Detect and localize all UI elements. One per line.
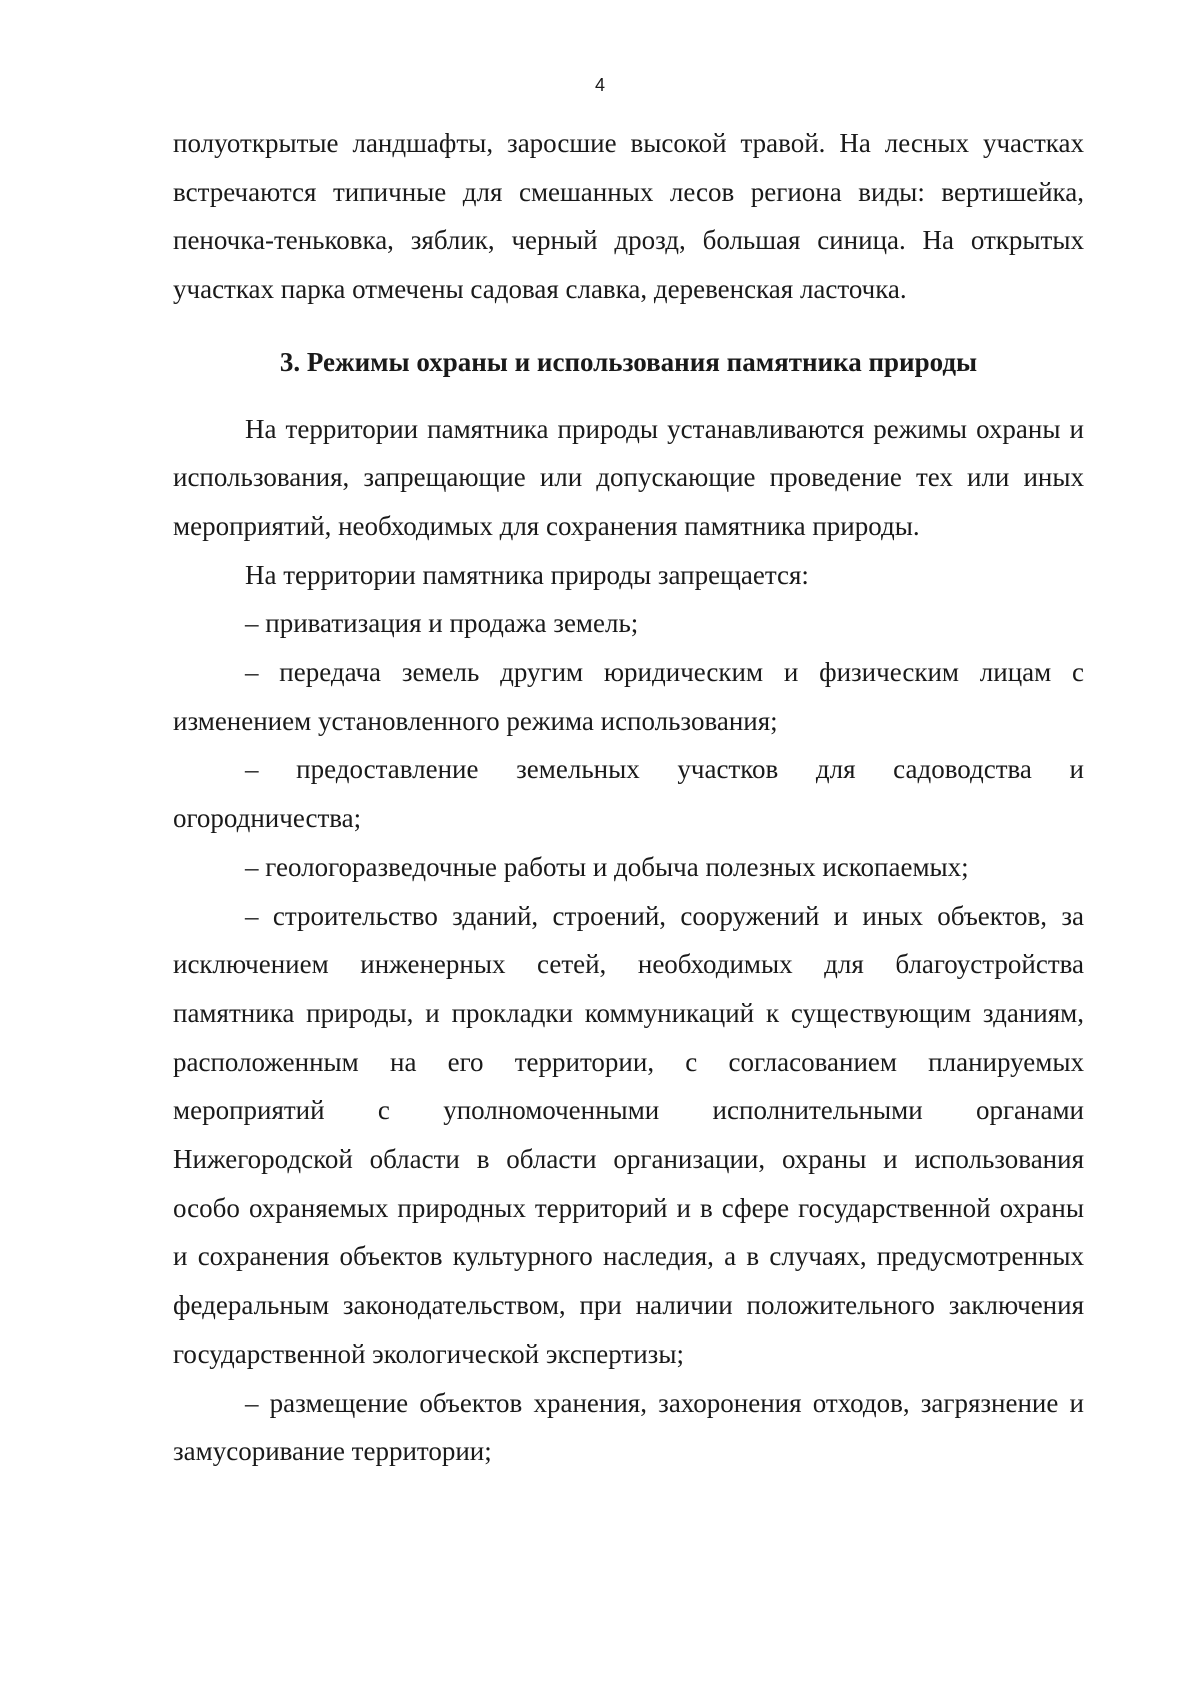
list-item-land-transfer: – передача земель другим юридическим и физическим лицам с изменением установленного режима использования; [173, 657, 1084, 736]
paragraph-prohibited-intro: На территории памятника природы запрещается: [245, 559, 809, 590]
list-item-gardening: – предоставление земельных участков для садоводства и огородничества; [173, 754, 1084, 834]
paragraph-regimes-intro: На территории памятника природы устанавливаются режимы охраны и использования, запрещающие или допускающие проведение тех или иных мероприятий, необходимых для сохранения памятника природы. [173, 413, 1084, 541]
list-item-geology: – геологоразведочные работы и добыча полезных ископаемых; [245, 851, 969, 882]
page-number: 4 [594, 75, 605, 95]
list-item-privatization: – приватизация и продажа земель; [245, 608, 639, 639]
list-item-construction: – строительство зданий, строений, сооружений и иных объектов, за исключением инженерных сетей, необходимых для благоустройства памятника природы, и прокладки коммуникаций к существующим зданиям, расположенным на его территории, с согласованием планируемых мероприятий с уполномоченными исполнительными органами Нижегородской области в области организации, охраны и использования особо охраняемых природных территорий и в сфере государственной охраны и сохранения объектов культурного наследия, а в случаях, предусмотренных федеральным законодательством, при наличии положительного заключения государственной экологической экспертизы; [173, 900, 1084, 1369]
document-body [173, 119, 1084, 1476]
paragraph-birds: полуоткрытые ландшафты, заросшие высокой травой. На лесных участках встречаются типичные для смешанных лесов региона виды: вертишейка, пеночка-теньковка, зяблик, черный дрозд, большая синица. На открытых участках парка отмечены садовая славка, деревенская ласточка. [173, 128, 1084, 305]
section-heading: 3. Режимы охраны и использования памятника природы [279, 346, 978, 377]
list-item-waste: – размещение объектов хранения, захоронения отходов, загрязнение и замусоривание территории; [173, 1387, 1084, 1467]
